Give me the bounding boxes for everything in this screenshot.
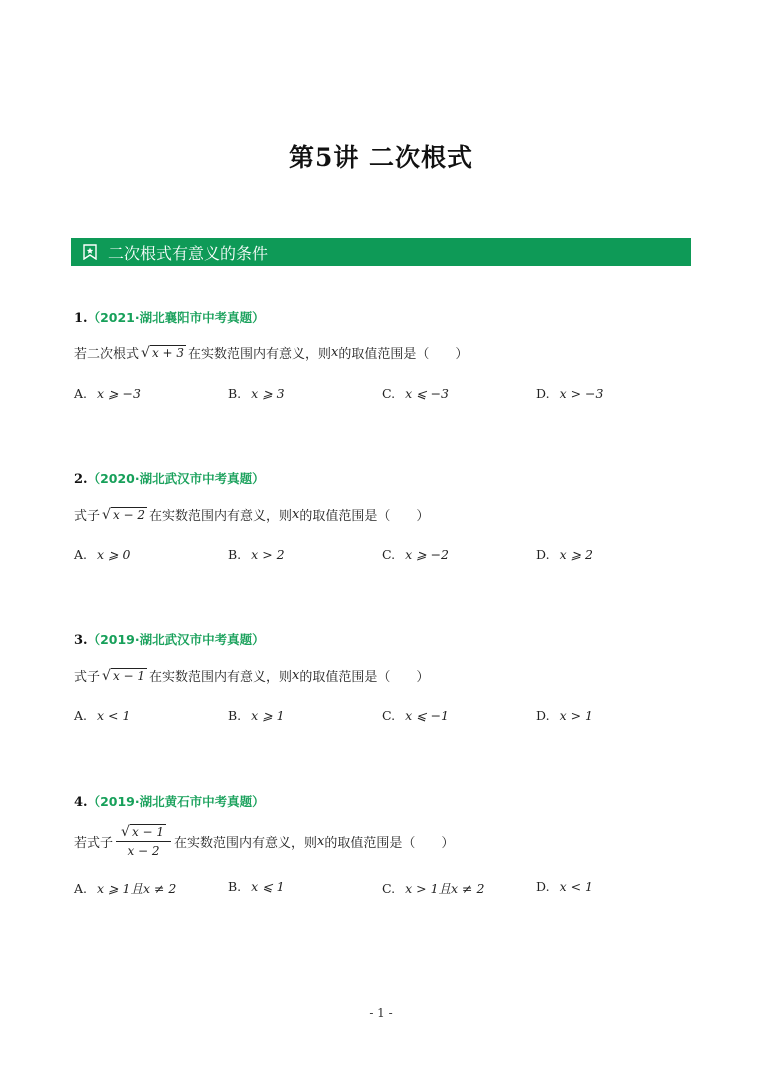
choice-d[interactable]: D. x ⩾ 2	[536, 547, 593, 562]
question-number: 3.	[74, 633, 88, 648]
question-source: （2019·湖北黄石市中考真题）	[87, 794, 265, 809]
question-number: 1.	[74, 311, 88, 326]
section-header	[71, 238, 691, 266]
question-stem	[74, 824, 454, 858]
question-header	[74, 792, 265, 810]
choice-b[interactable]: B. x ⩾ 1	[228, 708, 285, 723]
choices-row	[74, 879, 694, 899]
choice-d[interactable]: D. x > −3	[536, 386, 604, 401]
variable: x	[292, 507, 300, 522]
fraction-numerator: √ x − 1	[116, 824, 171, 842]
question-header	[74, 308, 265, 326]
question-source: （2021·湖北襄阳市中考真题）	[87, 310, 265, 325]
question-header	[74, 630, 265, 648]
stem-text: 式子	[74, 509, 101, 524]
choice-d[interactable]: D. x > 1	[536, 708, 593, 723]
stem-text: 在实数范围内有意义，则	[188, 347, 332, 362]
stem-text: 在实数范围内有意义，则	[149, 670, 293, 685]
question-stem	[74, 666, 429, 685]
variable: x	[331, 345, 339, 360]
question-stem	[74, 343, 468, 362]
question-number: 4.	[74, 795, 88, 810]
choices-row	[74, 386, 694, 406]
stem-text: 若式子	[74, 835, 114, 851]
stem-text: 的取值范围是（ ）	[299, 509, 430, 524]
variable: x	[292, 668, 300, 683]
page-title: 第5讲 二次根式	[288, 143, 474, 172]
stem-text: 在实数范围内有意义，则	[174, 835, 318, 851]
question-stem	[74, 505, 429, 524]
stem-text: 的取值范围是（ ）	[324, 835, 455, 851]
choice-a[interactable]: A. x ⩾ −3	[74, 386, 141, 401]
choice-b[interactable]: B. x > 2	[228, 547, 285, 562]
choice-a[interactable]: A. x ⩾ 0	[74, 547, 131, 562]
radicand: x − 1	[131, 825, 165, 839]
radicand: x − 1	[112, 669, 146, 683]
choice-c[interactable]: C. x > 1且x ≠ 2	[382, 881, 485, 896]
stem-text: 的取值范围是（ ）	[299, 670, 430, 685]
variable: x	[317, 833, 325, 849]
stem-text: 若二次根式	[74, 347, 140, 362]
choices-row	[74, 708, 694, 728]
choice-c[interactable]: C. x ⩽ −1	[382, 708, 449, 723]
choice-c[interactable]: C. x ⩾ −2	[382, 547, 449, 562]
stem-text: 式子	[74, 670, 101, 685]
question-number: 2.	[74, 472, 88, 487]
fraction-denominator: x − 2	[127, 844, 160, 858]
question-source: （2019·湖北武汉市中考真题）	[87, 632, 265, 647]
fraction-expression	[116, 824, 171, 858]
question-source: （2020·湖北武汉市中考真题）	[87, 471, 265, 486]
choice-c[interactable]: C. x ⩽ −3	[382, 386, 449, 401]
page-number: - 1 -	[369, 1006, 393, 1020]
sqrt-expression: √ x − 2	[102, 507, 146, 523]
radicand: x + 3	[151, 346, 185, 360]
sqrt-expression: √ x + 3	[141, 345, 185, 361]
radicand: x − 2	[112, 508, 146, 522]
choice-b[interactable]: B. x ⩾ 3	[228, 386, 285, 401]
sqrt-expression: √ x − 1	[102, 668, 146, 684]
stem-text: 的取值范围是（ ）	[338, 347, 469, 362]
bookmark-star-icon	[82, 244, 98, 260]
stem-text: 在实数范围内有意义，则	[149, 509, 293, 524]
section-title: 二次根式有意义的条件	[108, 243, 269, 263]
choice-a[interactable]: A. x < 1	[74, 708, 131, 723]
question-header	[74, 469, 265, 487]
choice-a[interactable]: A. x ⩾ 1且x ≠ 2	[74, 881, 177, 896]
choice-d[interactable]: D. x < 1	[536, 879, 593, 894]
choices-row	[74, 547, 694, 567]
choice-b[interactable]: B. x ⩽ 1	[228, 879, 285, 894]
